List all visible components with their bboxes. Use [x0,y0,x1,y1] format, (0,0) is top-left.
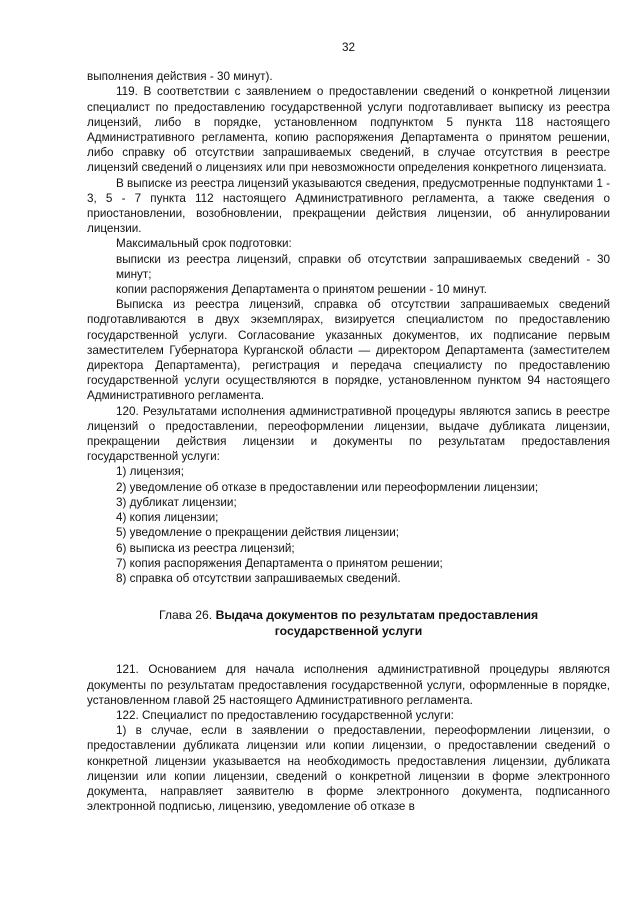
paragraph: 1) в случае, если в заявлении о предоставлении, переоформлении лицензии, о предоставлении дубликата лицензии или копии лицензии, о предоставлении сведений о конкретной лицензии указывается на необходимость предоставления лицензии, дубликата лицензии или копии лицензии, сведений о конкретной лицензии в форме электронного документа, направляет заявителю в форме электронного документа, подписанного электронной подписью, лицензию, уведомление об отказе в [87,724,610,814]
list-item: 3) дубликат лицензии; [116,495,237,509]
list-item: 8) справка об отсутствии запрашиваемых сведений. [116,571,401,585]
paragraph: 121. Основанием для начала исполнения административной процедуры являются документы по результатам предоставления государственной услуги, оформленные в порядке, установленном главой 25 настоящего Административного регламента. [87,663,610,707]
list-item: 4) копия лицензии; [116,511,219,525]
list-item: 5) уведомление о прекращении действия лицензии; [116,526,400,540]
list-item: 7) копия распоряжения Департамента о принятом решении; [116,556,443,570]
chapter-title-line1: Выдача документов по результатам предоставления [215,608,539,623]
page-number: 32 [341,41,355,54]
chapter-heading-line2 [87,624,610,640]
list-item: 2) уведомление об отказе в предоставлении или переоформлении лицензии; [116,480,539,494]
list-item: копии распоряжения Департамента о принятом решении - 10 минут. [116,283,487,297]
paragraphs-bottom [87,662,610,814]
document-page [87,40,610,814]
chapter-heading-line1 [87,608,610,624]
list-item: 1) лицензия; [116,465,184,479]
paragraph: В выписке из реестра лицензий указываются сведения, предусмотренные подпунктами 1 - 3, 5 - 7 пункта 112 настоящего Административного регламента, а также сведения о приостановлении, возобновлении, прекращении действия лицензии, об аннулировании лицензии. [87,176,610,236]
paragraph: 119. В соответствии с заявлением о предоставлении сведений о конкретной лицензии специалист по предоставлению государственной услуги подготавливает выписку из реестра лицензий, либо в порядке, установленном подпунктом 5 пункта 118 настоящего Административного регламента, копию распоряжения Департамента о принятом решении, либо справку об отсутствии запрашиваемых сведений, в случае отсутствия в реестре лицензий сведений о лицензиях или при невозможности определения конкретного лицензиата. [87,85,610,175]
paragraph: 120. Результатами исполнения административной процедуры являются запись в реестре лицензий о предоставлении, переоформлении лицензии, выдаче дубликата лицензии, прекращении действия лицензии и документы по результатам предоставления государственной услуги: [87,404,610,464]
paragraph: выполнения действия - 30 минут). [87,70,273,84]
chapter-heading [87,608,610,639]
paragraph: Максимальный срок подготовки: [116,237,292,251]
paragraph: Выписка из реестра лицензий, справка об отсутствии запрашиваемых сведений подготавливаются в двух экземплярах, визируется специалистом по предоставлению государственной услуги. Согласование указанных документов, их подписание первым заместителем Губернатора Курганской области — директором Департамента (заместителем директора Департамента), регистрация и передача специалисту по предоставлению государственной услуги осуществляются в порядке, установленном пунктом 94 настоящего Административного регламента. [87,298,610,403]
paragraphs-top [87,69,610,586]
list-item: 6) выписка из реестра лицензий; [116,541,295,555]
list-item: выписки из реестра лицензий, справки об отсутствии запрашиваемых сведений - 30 минут; [116,252,610,281]
chapter-title-line2: государственной услуги [274,623,423,638]
paragraph: 122. Специалист по предоставлению государственной услуги: [116,708,454,722]
chapter-prefix: Глава 26. [158,608,216,623]
